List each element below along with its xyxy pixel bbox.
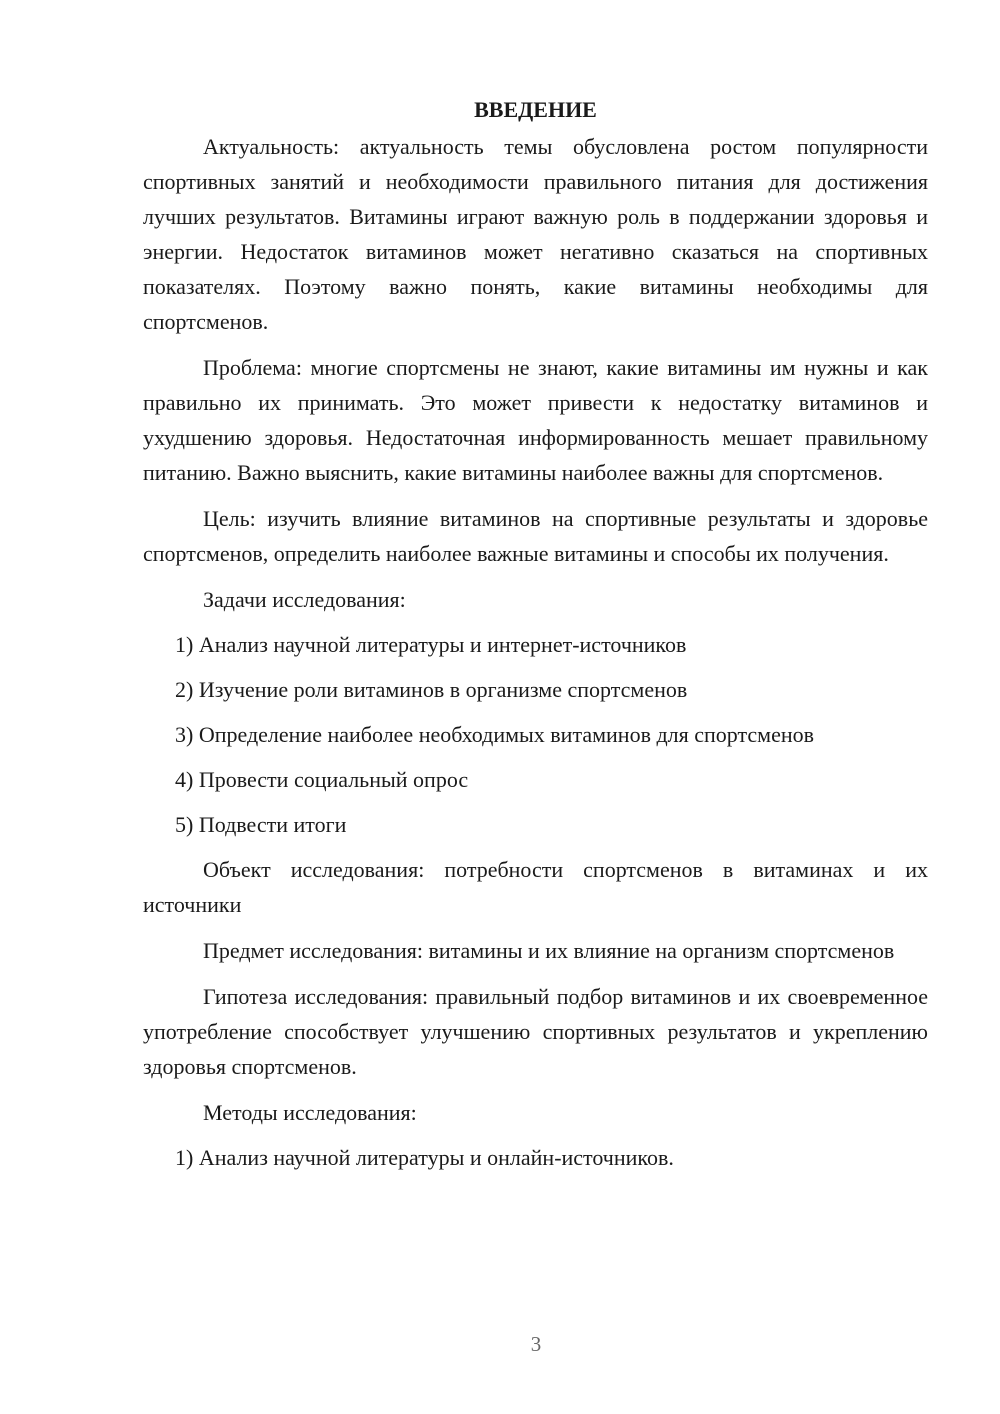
paragraph-problem: Проблема: многие спортсмены не знают, какие витамины им нужны и как правильно их принимать. Это может привести к недостатку витаминов и ухудшению здоровья. Недостаточная информированность мешает правильному питанию. Важно выяснить, какие витамины наиболее важны для спортсменов. xyxy=(143,355,928,485)
paragraph-subject: Предмет исследования: витамины и их влияние на организм спортсменов xyxy=(203,938,895,963)
paragraph-goal: Цель: изучить влияние витаминов на спортивные результаты и здоровье спортсменов, определить наиболее важные витамины и способы их получения. xyxy=(143,506,928,566)
page-number: 3 xyxy=(530,1332,542,1356)
task-item-2: 2) Изучение роли витаминов в организме спортсменов xyxy=(175,677,688,702)
task-item-5: 5) Подвести итоги xyxy=(175,812,347,837)
page-title: ВВЕДЕНИЕ xyxy=(474,97,597,122)
paragraph-hypothesis: Гипотеза исследования: правильный подбор витаминов и их своевременное употребление способствует улучшению спортивных результатов и укреплению здоровья спортсменов. xyxy=(143,984,928,1079)
task-item-4: 4) Провести социальный опрос xyxy=(175,767,469,792)
paragraph-relevance: Актуальность: актуальность темы обусловлена ростом популярности спортивных занятий и необходимости правильного питания для достижения лучших результатов. Витамины играют важную роль в поддержании здоровья и энергии. Недостаток витаминов может негативно сказаться на спортивных показателях. Поэтому важно понять, какие витамины необходимы для спортсменов. xyxy=(143,134,928,334)
tasks-heading: Задачи исследования: xyxy=(203,587,406,612)
document-page xyxy=(143,92,928,1185)
task-item-1: 1) Анализ научной литературы и интернет-источников xyxy=(175,632,687,657)
methods-heading: Методы исследования: xyxy=(203,1100,417,1125)
method-item-1: 1) Анализ научной литературы и онлайн-источников. xyxy=(175,1145,674,1170)
paragraph-object: Объект исследования: потребности спортсменов в витаминах и их источники xyxy=(143,857,928,917)
task-item-3: 3) Определение наиболее необходимых витаминов для спортсменов xyxy=(175,722,814,747)
